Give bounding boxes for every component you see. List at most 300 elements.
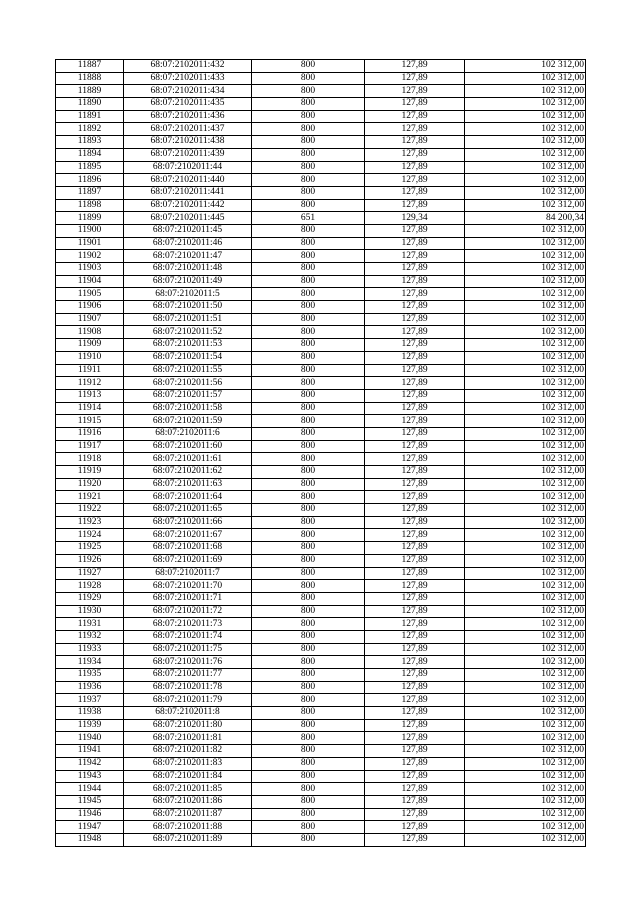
area-cell: 800 <box>252 453 365 466</box>
unit-value-cell: 127,89 <box>365 351 465 364</box>
area-cell: 800 <box>252 783 365 796</box>
area-cell: 800 <box>252 466 365 479</box>
area-cell: 800 <box>252 415 365 428</box>
cadastral-number-cell: 68:07:2102011:70 <box>124 580 252 593</box>
unit-value-cell: 127,89 <box>365 98 465 111</box>
table-row <box>56 833 586 846</box>
cadastral-value-cell: 102 312,00 <box>465 542 586 555</box>
cadastral-value-cell: 102 312,00 <box>465 98 586 111</box>
cadastral-number-cell: 68:07:2102011:6 <box>124 427 252 440</box>
cadastral-value-cell: 102 312,00 <box>465 770 586 783</box>
row-number-cell: 11925 <box>56 542 124 555</box>
row-number-cell: 11933 <box>56 643 124 656</box>
area-cell: 800 <box>252 313 365 326</box>
unit-value-cell: 127,89 <box>365 643 465 656</box>
table-body <box>56 60 586 847</box>
table-row <box>56 592 586 605</box>
unit-value-cell: 129,34 <box>365 212 465 225</box>
table-row <box>56 364 586 377</box>
row-number-cell: 11941 <box>56 745 124 758</box>
table-row <box>56 123 586 136</box>
row-number-cell: 11946 <box>56 808 124 821</box>
row-number-cell: 11916 <box>56 427 124 440</box>
table-row <box>56 224 586 237</box>
cadastral-value-cell: 102 312,00 <box>465 339 586 352</box>
table-row <box>56 707 586 720</box>
cadastral-value-cell: 102 312,00 <box>465 833 586 846</box>
area-cell: 800 <box>252 123 365 136</box>
table-row <box>56 542 586 555</box>
row-number-cell: 11940 <box>56 732 124 745</box>
area-cell: 800 <box>252 339 365 352</box>
cadastral-value-cell: 102 312,00 <box>465 453 586 466</box>
table-row <box>56 98 586 111</box>
area-cell: 800 <box>252 161 365 174</box>
cadastral-value-cell: 102 312,00 <box>465 757 586 770</box>
table-row <box>56 440 586 453</box>
table-row <box>56 402 586 415</box>
cadastral-number-cell: 68:07:2102011:49 <box>124 275 252 288</box>
cadastral-value-cell: 102 312,00 <box>465 161 586 174</box>
cadastral-value-cell: 102 312,00 <box>465 732 586 745</box>
row-number-cell: 11909 <box>56 339 124 352</box>
cadastral-value-cell: 84 200,34 <box>465 212 586 225</box>
area-cell: 800 <box>252 250 365 263</box>
row-number-cell: 11898 <box>56 199 124 212</box>
area-cell: 800 <box>252 745 365 758</box>
cadastral-value-cell: 102 312,00 <box>465 783 586 796</box>
table-row <box>56 466 586 479</box>
unit-value-cell: 127,89 <box>365 402 465 415</box>
cadastral-value-cell: 102 312,00 <box>465 592 586 605</box>
cadastral-number-cell: 68:07:2102011:8 <box>124 707 252 720</box>
area-cell: 800 <box>252 757 365 770</box>
table-row <box>56 301 586 314</box>
table-row <box>56 554 586 567</box>
unit-value-cell: 127,89 <box>365 630 465 643</box>
row-number-cell: 11929 <box>56 592 124 605</box>
cadastral-number-cell: 68:07:2102011:58 <box>124 402 252 415</box>
table-row <box>56 212 586 225</box>
cadastral-value-cell: 102 312,00 <box>465 580 586 593</box>
unit-value-cell: 127,89 <box>365 580 465 593</box>
area-cell: 800 <box>252 795 365 808</box>
unit-value-cell: 127,89 <box>365 783 465 796</box>
table-row <box>56 567 586 580</box>
cadastral-number-cell: 68:07:2102011:56 <box>124 377 252 390</box>
table-row <box>56 148 586 161</box>
row-number-cell: 11926 <box>56 554 124 567</box>
row-number-cell: 11888 <box>56 72 124 85</box>
cadastral-number-cell: 68:07:2102011:67 <box>124 529 252 542</box>
cadastral-number-cell: 68:07:2102011:435 <box>124 98 252 111</box>
row-number-cell: 11893 <box>56 136 124 149</box>
area-cell: 800 <box>252 669 365 682</box>
unit-value-cell: 127,89 <box>365 427 465 440</box>
cadastral-value-cell: 102 312,00 <box>465 656 586 669</box>
cadastral-number-cell: 68:07:2102011:74 <box>124 630 252 643</box>
cadastral-value-cell: 102 312,00 <box>465 821 586 834</box>
area-cell: 800 <box>252 504 365 517</box>
cadastral-value-cell: 102 312,00 <box>465 402 586 415</box>
cadastral-number-cell: 68:07:2102011:441 <box>124 186 252 199</box>
area-cell: 800 <box>252 719 365 732</box>
row-number-cell: 11891 <box>56 110 124 123</box>
table-row <box>56 199 586 212</box>
row-number-cell: 11908 <box>56 326 124 339</box>
cadastral-number-cell: 68:07:2102011:87 <box>124 808 252 821</box>
row-number-cell: 11902 <box>56 250 124 263</box>
unit-value-cell: 127,89 <box>365 504 465 517</box>
row-number-cell: 11948 <box>56 833 124 846</box>
row-number-cell: 11896 <box>56 174 124 187</box>
cadastral-number-cell: 68:07:2102011:47 <box>124 250 252 263</box>
cadastral-value-cell: 102 312,00 <box>465 618 586 631</box>
area-cell: 800 <box>252 567 365 580</box>
unit-value-cell: 127,89 <box>365 364 465 377</box>
unit-value-cell: 127,89 <box>365 719 465 732</box>
cadastral-value-cell: 102 312,00 <box>465 326 586 339</box>
cadastral-number-cell: 68:07:2102011:437 <box>124 123 252 136</box>
row-number-cell: 11922 <box>56 504 124 517</box>
cadastral-number-cell: 68:07:2102011:44 <box>124 161 252 174</box>
row-number-cell: 11935 <box>56 669 124 682</box>
cadastral-number-cell: 68:07:2102011:442 <box>124 199 252 212</box>
area-cell: 800 <box>252 707 365 720</box>
unit-value-cell: 127,89 <box>365 656 465 669</box>
cadastral-value-cell: 102 312,00 <box>465 504 586 517</box>
cadastral-number-cell: 68:07:2102011:73 <box>124 618 252 631</box>
area-cell: 800 <box>252 110 365 123</box>
cadastral-number-cell: 68:07:2102011:50 <box>124 301 252 314</box>
cadastral-value-cell: 102 312,00 <box>465 224 586 237</box>
cadastral-number-cell: 68:07:2102011:445 <box>124 212 252 225</box>
table-row <box>56 351 586 364</box>
area-cell: 800 <box>252 605 365 618</box>
unit-value-cell: 127,89 <box>365 757 465 770</box>
unit-value-cell: 127,89 <box>365 275 465 288</box>
table-row <box>56 669 586 682</box>
unit-value-cell: 127,89 <box>365 415 465 428</box>
table-row <box>56 757 586 770</box>
cadastral-value-cell: 102 312,00 <box>465 72 586 85</box>
unit-value-cell: 127,89 <box>365 389 465 402</box>
table-row <box>56 326 586 339</box>
row-number-cell: 11936 <box>56 681 124 694</box>
cadastral-number-cell: 68:07:2102011:75 <box>124 643 252 656</box>
area-cell: 800 <box>252 263 365 276</box>
cadastral-value-cell: 102 312,00 <box>465 529 586 542</box>
cadastral-number-cell: 68:07:2102011:85 <box>124 783 252 796</box>
cadastral-value-cell: 102 312,00 <box>465 694 586 707</box>
row-number-cell: 11924 <box>56 529 124 542</box>
row-number-cell: 11947 <box>56 821 124 834</box>
table-row <box>56 389 586 402</box>
cadastral-value-cell: 102 312,00 <box>465 263 586 276</box>
area-cell: 800 <box>252 478 365 491</box>
cadastral-value-cell: 102 312,00 <box>465 237 586 250</box>
cadastral-value-cell: 102 312,00 <box>465 136 586 149</box>
table-row <box>56 174 586 187</box>
row-number-cell: 11892 <box>56 123 124 136</box>
cadastral-value-cell: 102 312,00 <box>465 313 586 326</box>
table-row <box>56 186 586 199</box>
area-cell: 800 <box>252 770 365 783</box>
area-cell: 800 <box>252 732 365 745</box>
cadastral-number-cell: 68:07:2102011:59 <box>124 415 252 428</box>
area-cell: 800 <box>252 389 365 402</box>
cadastral-number-cell: 68:07:2102011:438 <box>124 136 252 149</box>
area-cell: 800 <box>252 326 365 339</box>
row-number-cell: 11927 <box>56 567 124 580</box>
row-number-cell: 11920 <box>56 478 124 491</box>
area-cell: 800 <box>252 186 365 199</box>
cadastral-value-cell: 102 312,00 <box>465 377 586 390</box>
table-row <box>56 694 586 707</box>
table-row <box>56 770 586 783</box>
unit-value-cell: 127,89 <box>365 288 465 301</box>
row-number-cell: 11923 <box>56 516 124 529</box>
unit-value-cell: 127,89 <box>365 199 465 212</box>
cadastral-value-cell: 102 312,00 <box>465 123 586 136</box>
table-row <box>56 377 586 390</box>
area-cell: 800 <box>252 833 365 846</box>
cadastral-value-cell: 102 312,00 <box>465 681 586 694</box>
table-row <box>56 504 586 517</box>
cadastral-number-cell: 68:07:2102011:53 <box>124 339 252 352</box>
table-row <box>56 161 586 174</box>
cadastral-value-cell: 102 312,00 <box>465 364 586 377</box>
cadastral-number-cell: 68:07:2102011:78 <box>124 681 252 694</box>
area-cell: 800 <box>252 136 365 149</box>
cadastral-number-cell: 68:07:2102011:86 <box>124 795 252 808</box>
table-row <box>56 732 586 745</box>
cadastral-value-cell: 102 312,00 <box>465 719 586 732</box>
unit-value-cell: 127,89 <box>365 301 465 314</box>
area-cell: 800 <box>252 681 365 694</box>
cadastral-number-cell: 68:07:2102011:88 <box>124 821 252 834</box>
row-number-cell: 11900 <box>56 224 124 237</box>
table-row <box>56 681 586 694</box>
unit-value-cell: 127,89 <box>365 148 465 161</box>
unit-value-cell: 127,89 <box>365 72 465 85</box>
table-row <box>56 719 586 732</box>
unit-value-cell: 127,89 <box>365 123 465 136</box>
unit-value-cell: 127,89 <box>365 161 465 174</box>
row-number-cell: 11932 <box>56 630 124 643</box>
area-cell: 800 <box>252 630 365 643</box>
cadastral-value-cell: 102 312,00 <box>465 745 586 758</box>
cadastral-number-cell: 68:07:2102011:82 <box>124 745 252 758</box>
cadastral-value-cell: 102 312,00 <box>465 60 586 73</box>
cadastral-number-cell: 68:07:2102011:84 <box>124 770 252 783</box>
row-number-cell: 11942 <box>56 757 124 770</box>
table-row <box>56 250 586 263</box>
area-cell: 800 <box>252 288 365 301</box>
unit-value-cell: 127,89 <box>365 85 465 98</box>
unit-value-cell: 127,89 <box>365 592 465 605</box>
cadastral-number-cell: 68:07:2102011:83 <box>124 757 252 770</box>
cadastral-value-cell: 102 312,00 <box>465 554 586 567</box>
cadastral-value-cell: 102 312,00 <box>465 808 586 821</box>
unit-value-cell: 127,89 <box>365 669 465 682</box>
cadastral-value-cell: 102 312,00 <box>465 643 586 656</box>
row-number-cell: 11918 <box>56 453 124 466</box>
table-row <box>56 339 586 352</box>
area-cell: 800 <box>252 275 365 288</box>
cadastral-number-cell: 68:07:2102011:60 <box>124 440 252 453</box>
cadastral-number-cell: 68:07:2102011:63 <box>124 478 252 491</box>
unit-value-cell: 127,89 <box>365 707 465 720</box>
cadastral-number-cell: 68:07:2102011:7 <box>124 567 252 580</box>
row-number-cell: 11930 <box>56 605 124 618</box>
unit-value-cell: 127,89 <box>365 440 465 453</box>
table-row <box>56 491 586 504</box>
cadastral-number-cell: 68:07:2102011:54 <box>124 351 252 364</box>
area-cell: 800 <box>252 821 365 834</box>
cadastral-number-cell: 68:07:2102011:440 <box>124 174 252 187</box>
table-row <box>56 72 586 85</box>
table-row <box>56 821 586 834</box>
area-cell: 800 <box>252 440 365 453</box>
unit-value-cell: 127,89 <box>365 618 465 631</box>
area-cell: 800 <box>252 580 365 593</box>
cadastral-value-cell: 102 312,00 <box>465 186 586 199</box>
table-row <box>56 288 586 301</box>
area-cell: 800 <box>252 98 365 111</box>
unit-value-cell: 127,89 <box>365 110 465 123</box>
table-row <box>56 110 586 123</box>
cadastral-number-cell: 68:07:2102011:48 <box>124 263 252 276</box>
cadastral-number-cell: 68:07:2102011:439 <box>124 148 252 161</box>
row-number-cell: 11904 <box>56 275 124 288</box>
cadastral-number-cell: 68:07:2102011:62 <box>124 466 252 479</box>
cadastral-value-cell: 102 312,00 <box>465 199 586 212</box>
row-number-cell: 11931 <box>56 618 124 631</box>
row-number-cell: 11937 <box>56 694 124 707</box>
unit-value-cell: 127,89 <box>365 770 465 783</box>
unit-value-cell: 127,89 <box>365 681 465 694</box>
cadastral-value-cell: 102 312,00 <box>465 630 586 643</box>
cadastral-number-cell: 68:07:2102011:436 <box>124 110 252 123</box>
table-row <box>56 745 586 758</box>
area-cell: 800 <box>252 174 365 187</box>
area-cell: 800 <box>252 618 365 631</box>
table-row <box>56 136 586 149</box>
row-number-cell: 11945 <box>56 795 124 808</box>
area-cell: 800 <box>252 199 365 212</box>
unit-value-cell: 127,89 <box>365 529 465 542</box>
cadastral-number-cell: 68:07:2102011:89 <box>124 833 252 846</box>
table-row <box>56 415 586 428</box>
area-cell: 800 <box>252 301 365 314</box>
row-number-cell: 11915 <box>56 415 124 428</box>
table-row <box>56 808 586 821</box>
unit-value-cell: 127,89 <box>365 377 465 390</box>
row-number-cell: 11887 <box>56 60 124 73</box>
cadastral-value-cell: 102 312,00 <box>465 427 586 440</box>
cadastral-number-cell: 68:07:2102011:57 <box>124 389 252 402</box>
unit-value-cell: 127,89 <box>365 250 465 263</box>
table-row <box>56 643 586 656</box>
area-cell: 651 <box>252 212 365 225</box>
unit-value-cell: 127,89 <box>365 795 465 808</box>
unit-value-cell: 127,89 <box>365 326 465 339</box>
area-cell: 800 <box>252 427 365 440</box>
cadastral-value-cell: 102 312,00 <box>465 148 586 161</box>
cadastral-number-cell: 68:07:2102011:432 <box>124 60 252 73</box>
row-number-cell: 11919 <box>56 466 124 479</box>
area-cell: 800 <box>252 656 365 669</box>
cadastral-value-cell: 102 312,00 <box>465 301 586 314</box>
cadastral-number-cell: 68:07:2102011:5 <box>124 288 252 301</box>
cadastral-number-cell: 68:07:2102011:69 <box>124 554 252 567</box>
cadastral-number-cell: 68:07:2102011:55 <box>124 364 252 377</box>
cadastral-number-cell: 68:07:2102011:52 <box>124 326 252 339</box>
cadastral-value-cell: 102 312,00 <box>465 440 586 453</box>
cadastral-number-cell: 68:07:2102011:434 <box>124 85 252 98</box>
row-number-cell: 11928 <box>56 580 124 593</box>
cadastral-number-cell: 68:07:2102011:68 <box>124 542 252 555</box>
row-number-cell: 11889 <box>56 85 124 98</box>
cadastral-number-cell: 68:07:2102011:81 <box>124 732 252 745</box>
cadastral-value-cell: 102 312,00 <box>465 351 586 364</box>
table-row <box>56 313 586 326</box>
area-cell: 800 <box>252 643 365 656</box>
row-number-cell: 11912 <box>56 377 124 390</box>
unit-value-cell: 127,89 <box>365 833 465 846</box>
cadastral-value-cell: 102 312,00 <box>465 491 586 504</box>
unit-value-cell: 127,89 <box>365 745 465 758</box>
row-number-cell: 11903 <box>56 263 124 276</box>
table-row <box>56 263 586 276</box>
table-row <box>56 783 586 796</box>
row-number-cell: 11910 <box>56 351 124 364</box>
row-number-cell: 11934 <box>56 656 124 669</box>
area-cell: 800 <box>252 85 365 98</box>
cadastral-value-cell: 102 312,00 <box>465 605 586 618</box>
unit-value-cell: 127,89 <box>365 491 465 504</box>
unit-value-cell: 127,89 <box>365 732 465 745</box>
cadastral-number-cell: 68:07:2102011:71 <box>124 592 252 605</box>
area-cell: 800 <box>252 529 365 542</box>
row-number-cell: 11907 <box>56 313 124 326</box>
cadastral-value-cell: 102 312,00 <box>465 466 586 479</box>
unit-value-cell: 127,89 <box>365 453 465 466</box>
unit-value-cell: 127,89 <box>365 174 465 187</box>
unit-value-cell: 127,89 <box>365 60 465 73</box>
row-number-cell: 11894 <box>56 148 124 161</box>
cadastral-value-table <box>55 59 586 847</box>
row-number-cell: 11895 <box>56 161 124 174</box>
area-cell: 800 <box>252 491 365 504</box>
unit-value-cell: 127,89 <box>365 516 465 529</box>
row-number-cell: 11899 <box>56 212 124 225</box>
row-number-cell: 11944 <box>56 783 124 796</box>
cadastral-value-cell: 102 312,00 <box>465 707 586 720</box>
cadastral-value-cell: 102 312,00 <box>465 174 586 187</box>
cadastral-number-cell: 68:07:2102011:61 <box>124 453 252 466</box>
cadastral-value-cell: 102 312,00 <box>465 275 586 288</box>
row-number-cell: 11917 <box>56 440 124 453</box>
unit-value-cell: 127,89 <box>365 263 465 276</box>
cadastral-number-cell: 68:07:2102011:80 <box>124 719 252 732</box>
cadastral-number-cell: 68:07:2102011:77 <box>124 669 252 682</box>
cadastral-value-cell: 102 312,00 <box>465 795 586 808</box>
row-number-cell: 11921 <box>56 491 124 504</box>
row-number-cell: 11897 <box>56 186 124 199</box>
area-cell: 800 <box>252 237 365 250</box>
